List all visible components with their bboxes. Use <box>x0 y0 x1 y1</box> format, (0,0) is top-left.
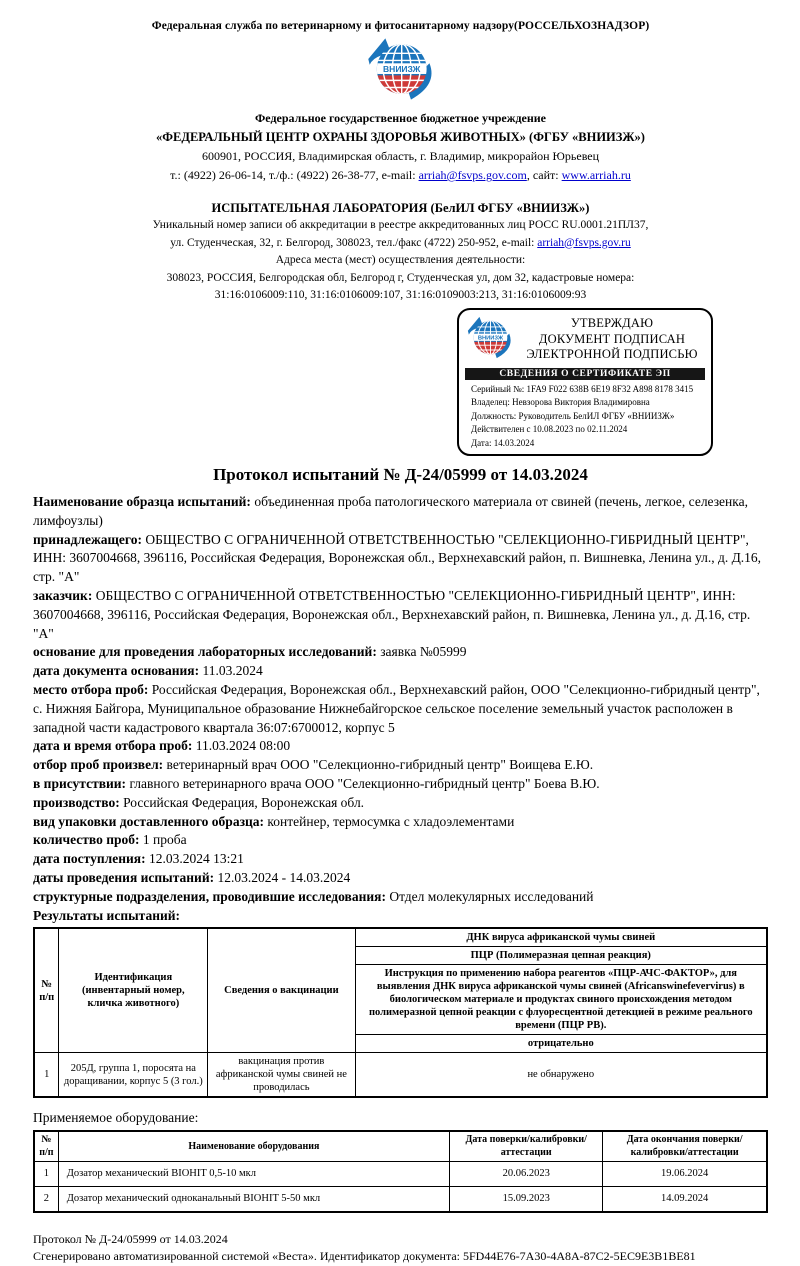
stamp-approve: УТВЕРЖДАЮ <box>570 316 654 331</box>
equipment-row <box>34 1187 767 1212</box>
equipment-table <box>33 1130 768 1213</box>
equip-date: 20.06.2023 <box>450 1162 603 1187</box>
field-label: Результаты испытаний: <box>33 907 181 923</box>
activity-label: Адреса места (мест) осуществления деятельности: <box>275 254 526 266</box>
results-heading <box>33 907 768 926</box>
result-vaccination: вакцинация против африканской чумы свиней не проводилась <box>208 1053 355 1098</box>
stamp-globe-icon <box>465 315 515 365</box>
equip-date-end: 14.09.2024 <box>603 1187 767 1212</box>
activity-address: 308023, РОССИЯ, Белгородская обл, Белгород г, Студенческая ул, дом 32, кадастровые номера: <box>166 271 635 284</box>
field-label: дата документа основания: <box>33 663 200 679</box>
field-value: Российская Федерация, Воронежская обл. <box>123 794 365 810</box>
results-test-instruction: Инструкция по применению набора реагентов «ПЦР-АЧС-ФАКТОР», для выявления ДНК вируса африканской чумы свиней (Africanswinefevervirus) в биологическом материале и продуктах свиного происхождения методом полимеразной цепной реакции с флуоресцентной детекцией в режиме реального времени (ПЦР РВ). <box>355 965 767 1035</box>
field-label: в присутствии: <box>33 775 127 791</box>
field-label: заказчик: <box>33 587 93 603</box>
stamp-signed-1: ДОКУМЕНТ ПОДПИСАН <box>538 331 686 346</box>
digital-signature-stamp <box>457 308 713 457</box>
result-num: 1 <box>34 1053 59 1098</box>
lab-address-text: ул. Студенческая, 32, г. Белгород, 308023, тел./факс (4722) 250-952, e-mail: <box>170 236 538 249</box>
field-value: объединенная проба патологического материала от свиней (печень, легкое, селезенка, лимфоузлы) <box>33 494 748 528</box>
org-contacts-middle: , сайт: <box>526 168 562 182</box>
field-label: основание для проведения лабораторных исследований: <box>33 644 377 660</box>
field-value: контейнер, термосумка с хладоэлементами <box>267 813 515 829</box>
field-sample-name <box>33 493 768 531</box>
stamp-date: Дата: 14.03.2024 <box>471 437 535 448</box>
field-owner <box>33 531 768 587</box>
field-sampling-place <box>33 681 768 737</box>
equip-col-name: Наименование оборудования <box>58 1131 449 1162</box>
results-col-identification: Идентификация (инвентарный номер, кличка животного) <box>59 928 208 1053</box>
field-label: структурные подразделения, проводившие исследования: <box>33 888 386 904</box>
field-testing-dates <box>33 869 768 888</box>
org-type: Федеральное государственное бюджетное учреждение <box>254 111 547 125</box>
equip-date: 15.09.2023 <box>450 1187 603 1212</box>
field-label: Наименование образца испытаний: <box>33 494 251 509</box>
field-sampled-by <box>33 756 768 775</box>
stamp-title <box>519 316 705 363</box>
field-value: 1 проба <box>142 832 187 848</box>
org-contacts-prefix: т.: (4922) 26-06-14, т./ф.: (4922) 26-38-77, e-mail: <box>170 168 419 182</box>
equip-name: Дозатор механический одноканальный BIOHIT 5-50 мкл <box>58 1187 449 1212</box>
result-value: не обнаружено <box>355 1053 767 1098</box>
org-contacts <box>33 166 768 185</box>
stamp-owner: Владелец: Невзорова Виктория Владимировна <box>471 397 650 407</box>
lab-address <box>33 235 768 253</box>
field-customer <box>33 587 768 643</box>
field-label: место отбора проб: <box>33 681 149 697</box>
field-value: 11.03.2024 <box>202 663 263 679</box>
field-value: заявка №05999 <box>380 644 467 660</box>
field-label: отбор проб произвел: <box>33 757 164 773</box>
field-departments <box>33 888 768 907</box>
field-value: 12.03.2024 - 14.03.2024 <box>217 869 351 885</box>
equipment-heading: Применяемое оборудование: <box>33 1110 199 1126</box>
results-table <box>33 927 768 1098</box>
vniizh-globe-icon <box>364 36 438 107</box>
equip-col-num: № п/п <box>34 1131 58 1162</box>
result-identification: 205Д, группа 1, поросята на доращивании, корпус 5 (3 гол.) <box>59 1053 208 1098</box>
equip-col-date: Дата поверки/калибровки/аттестации <box>450 1131 603 1162</box>
lab-name: ИСПЫТАТЕЛЬНАЯ ЛАБОРАТОРИЯ (БелИЛ ФГБУ «ВНИИЗЖ») <box>211 201 590 215</box>
lab-accreditation: Уникальный номер записи об аккредитации в реестре аккредитованных лиц РОСС RU.0001.21ПЛ37, <box>152 219 649 231</box>
equipment-row <box>34 1162 767 1187</box>
equip-date-end: 19.06.2024 <box>603 1162 767 1187</box>
field-value: 12.03.2024 13:21 <box>148 851 244 867</box>
stamp-validity: Действителен с 10.08.2023 по 02.11.2024 <box>471 424 628 434</box>
field-packaging <box>33 813 768 832</box>
field-value: главного ветеринарного врача ООО "Селекционно-гибридный центр" Боева В.Ю. <box>129 775 600 791</box>
results-col-num: № п/п <box>34 928 59 1053</box>
document-title: Протокол испытаний № Д-24/05999 от 14.03.2024 <box>213 465 588 484</box>
org-site-link[interactable]: www.arriah.ru <box>561 168 631 182</box>
results-test-norm: отрицательно <box>355 1035 767 1053</box>
field-sample-count <box>33 831 768 850</box>
field-label: дата и время отбора проб: <box>33 738 193 754</box>
results-col-vaccination: Сведения о вакцинации <box>208 928 355 1053</box>
cadastral-numbers: 31:16:0106009:110, 31:16:0106009:107, 31:16:0109003:213, 31:16:0106009:93 <box>214 289 587 301</box>
field-production <box>33 794 768 813</box>
field-label: производство: <box>33 794 120 810</box>
lab-email-link[interactable]: arriah@fsvps.gov.ru <box>537 236 631 249</box>
results-test-method: ПЦР (Полимеразная цепная реакция) <box>355 947 767 965</box>
field-received-date <box>33 850 768 869</box>
field-witness <box>33 775 768 794</box>
field-label: даты проведения испытаний: <box>33 869 215 885</box>
field-value: ОБЩЕСТВО С ОГРАНИЧЕННОЙ ОТВЕТСТВЕННОСТЬЮ "СЕЛЕКЦИОННО-ГИБРИДНЫЙ ЦЕНТР", ИНН: 3607004668, 396116, Российская Федерация, Воронежская обл., Верхнехавский район, п. Вишневка, Ленина ул., д. Д.16, стр. "А" <box>33 587 751 641</box>
org-address: 600901, РОССИЯ, Владимирская область, г. Владимир, микрорайон Юрьевец <box>201 149 600 163</box>
field-value: ветеринарный врач ООО "Селекционно-гибридный центр" Воищева Е.Ю. <box>166 757 594 773</box>
stamp-signed-2: ЭЛЕКТРОННОЙ ПОДПИСЬЮ <box>526 347 698 362</box>
field-label: количество проб: <box>33 832 140 848</box>
field-value: Отдел молекулярных исследований <box>389 888 594 904</box>
equip-num: 1 <box>34 1162 58 1187</box>
results-row <box>34 1053 767 1098</box>
field-basis-date <box>33 662 768 681</box>
stamp-cert-bar: СВЕДЕНИЯ О СЕРТИФИКАТЕ ЭП <box>465 368 705 380</box>
field-basis <box>33 643 768 662</box>
field-value: 11.03.2024 08:00 <box>195 738 291 754</box>
agency-title: Федеральная служба по ветеринарному и фитосанитарному надзору(РОССЕЛЬХОЗНАДЗОР) <box>151 20 650 32</box>
svg-text:ВНИИЗЖ: ВНИИЗЖ <box>477 334 504 341</box>
field-value: Российская Федерация, Воронежская обл., Верхнехавский район, ООО "Селекционно-гибридный центр", с. Нижняя Байгора, Муниципальное образование Нижнебайгорское сельское поселение земельный участок расположен в западной части кадастрового квартала 36:07:6700012, корпус 5 <box>33 681 760 735</box>
field-sampling-datetime <box>33 737 768 756</box>
stamp-position: Должность: Руководитель БелИЛ ФГБУ «ВНИИЗЖ» <box>471 410 675 421</box>
equip-col-date-end: Дата окончания поверки/калибровки/аттестации <box>603 1131 767 1162</box>
footer-protocol-line: Протокол № Д-24/05999 от 14.03.2024 <box>33 1231 228 1246</box>
field-label: дата поступления: <box>33 851 146 867</box>
equip-num: 2 <box>34 1187 58 1212</box>
equip-name: Дозатор механический BIOHIT 0,5-10 мкл <box>58 1162 449 1187</box>
logo-text: ВНИИЗЖ <box>382 63 420 74</box>
footer-generated-line: Сгенерировано автоматизированной системой «Веста». Идентификатор документа: 5FD44E76-7A30-4A8A-87C2-5EC9E3B1BE81 <box>33 1249 696 1264</box>
equipment-header-row <box>34 1131 767 1162</box>
results-test-name: ДНК вируса африканской чумы свиней <box>355 928 767 947</box>
org-name: «ФЕДЕРАЛЬНЫЙ ЦЕНТР ОХРАНЫ ЗДОРОВЬЯ ЖИВОТНЫХ» (ФГБУ «ВНИИЗЖ») <box>156 130 645 144</box>
field-value: ОБЩЕСТВО С ОГРАНИЧЕННОЙ ОТВЕТСТВЕННОСТЬЮ "СЕЛЕКЦИОННО-ГИБРИДНЫЙ ЦЕНТР", ИНН: 3607004668, 396116, Российская Федерация, Воронежская обл., Верхнехавский район, п. Вишневка, Ленина ул., д. Д.16, стр. "А" <box>33 531 762 585</box>
org-email-link[interactable]: arriah@fsvps.gov.com <box>418 168 527 182</box>
field-label: вид упаковки доставленного образца: <box>33 813 265 829</box>
field-label: принадлежащего: <box>33 531 142 547</box>
document-footer <box>33 1231 768 1266</box>
protocol-fields <box>33 493 768 925</box>
stamp-serial: Серийный №: 1FA9 F022 638B 6E19 8F32 A898 8178 3415 <box>471 383 694 394</box>
